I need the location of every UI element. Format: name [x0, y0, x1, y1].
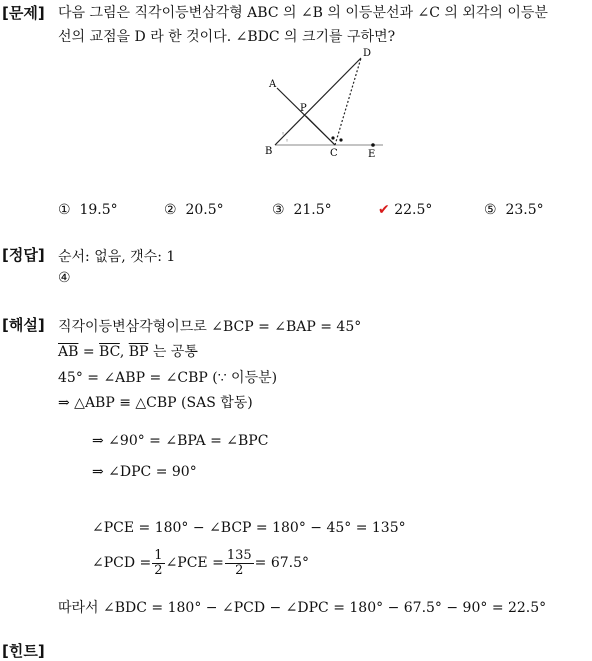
answer-line1: 순서: 없음, 갯수: 1	[58, 249, 176, 265]
solution-line2	[58, 341, 198, 361]
solution-line4: ⇒ △ABP ≡ △CBP (SAS 합동)	[58, 395, 253, 411]
choice-4[interactable]	[378, 202, 432, 218]
choice-1[interactable]	[58, 202, 118, 218]
pce-text: ∠PCE =	[165, 555, 224, 571]
label-c: C	[330, 148, 338, 159]
line-pc	[306, 116, 335, 145]
solution-line5: ⇒ ∠90° = ∠BPA = ∠BPC	[92, 433, 269, 449]
comma: ,	[119, 344, 129, 360]
choice-2[interactable]	[164, 202, 224, 218]
solution-line6: ⇒ ∠DPC = 90°	[92, 464, 197, 480]
pcd-text: ∠PCD =	[92, 555, 152, 571]
choice-text: 20.5°	[185, 202, 224, 218]
angle-dot	[339, 138, 342, 141]
solution-line9: 따라서 ∠BDC = 180° − ∠PCD − ∠DPC = 180° − 67.5° − 90° = 22.5°	[58, 600, 547, 616]
fraction-half	[152, 549, 164, 578]
choice-text: 21.5°	[293, 202, 332, 218]
problem-text-line1: 다음 그림은 직각이등변삼각형 ABC 의 ∠B 의 이등분선과 ∠C 의 외각의 이등분	[58, 5, 548, 21]
solution-label: [해설]	[2, 316, 45, 334]
solution-line3: 45° = ∠ABP = ∠CBP (∵ 이등분)	[58, 370, 278, 386]
label-d: D	[363, 48, 372, 59]
solution-line8	[92, 547, 309, 579]
hint-label: [힌트]	[2, 642, 45, 660]
choice-mark: ③	[272, 202, 285, 218]
triangle-figure	[255, 44, 395, 164]
angle-mark: ◦	[285, 137, 290, 145]
solution-line7: ∠PCE = 180° − ∠BCP = 180° − 45° = 135°	[92, 520, 406, 536]
checkmark-icon: ✔	[378, 202, 390, 218]
choice-mark: ②	[164, 202, 177, 218]
label-b: B	[265, 146, 273, 157]
label-p: P	[300, 103, 307, 114]
choice-mark: ⑤	[484, 202, 497, 218]
common-text: 는 공통	[148, 344, 198, 360]
label-e: E	[368, 149, 376, 160]
choice-text: 23.5°	[505, 202, 544, 218]
angle-dot	[331, 136, 334, 139]
fraction-denominator: 2	[154, 562, 163, 578]
segment-bc: $\overline{BC}$	[99, 344, 120, 360]
label-a: A	[269, 79, 277, 90]
result-text: = 67.5°	[254, 555, 310, 571]
choice-5[interactable]	[484, 202, 544, 218]
choice-3[interactable]	[272, 202, 332, 218]
choice-mark: ①	[58, 202, 71, 218]
problem-label: [문제]	[2, 4, 45, 22]
fraction-numerator: 135	[226, 547, 252, 563]
angle-mark: ◦	[281, 130, 286, 138]
choice-text: 22.5°	[394, 202, 433, 218]
fraction-numerator: 1	[154, 547, 163, 563]
solution-line1: 직각이등변삼각형이므로 ∠BCP = ∠BAP = 45°	[58, 319, 362, 335]
point-e-dot	[371, 143, 375, 147]
answer-label: [정답]	[2, 246, 45, 264]
fraction-denominator: 2	[235, 562, 244, 578]
segment-bp: $\overline{BP}$	[128, 344, 149, 360]
fraction-135-2	[225, 549, 254, 578]
segment-ab: $\overline{AB}$	[58, 344, 79, 360]
eq-sign: =	[78, 344, 100, 360]
answer-line2: ④	[58, 270, 71, 286]
choice-text: 19.5°	[79, 202, 118, 218]
problem-text-line2: 선의 교점을 D 라 한 것이다. ∠BDC 의 크기를 구하면?	[58, 29, 396, 45]
